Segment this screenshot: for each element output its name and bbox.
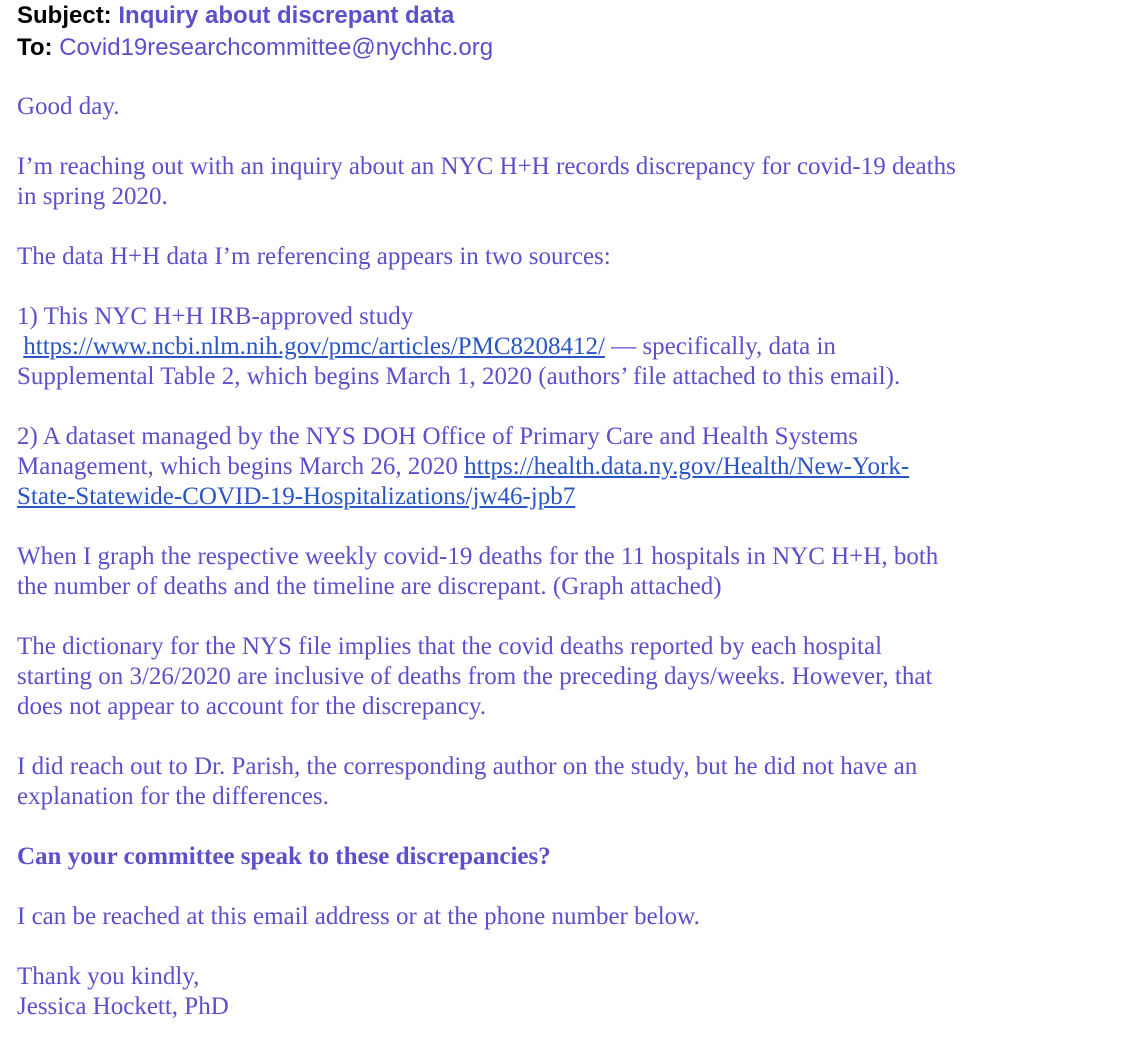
recipient-address: Covid19researchcommittee@nychhc.org (59, 34, 494, 61)
source-2-line-2-text: Management, which begins March 26, 2020 (17, 453, 465, 480)
dictionary-line-1: The dictionary for the NYS file implies that the covid deaths reported by each hospital (17, 633, 883, 660)
greeting-text: Good day. (17, 93, 120, 120)
dataset-link-part-2[interactable]: State-Statewide-COVID-19-Hospitalizations/jw46-jpb7 (17, 483, 576, 510)
question-paragraph (17, 842, 1112, 872)
graph-line-2: the number of deaths and the timeline are discrepant. (Graph attached) (17, 573, 722, 600)
sources-paragraph (17, 242, 1112, 272)
email-message (17, 0, 1112, 1052)
source-1-paragraph (17, 302, 1112, 392)
to-row (17, 32, 1112, 64)
contact-text: I can be reached at this email address or at the phone number below. (17, 903, 700, 930)
dictionary-line-2: starting on 3/26/2020 are inclusive of deaths from the preceding days/weeks. However, that (17, 663, 933, 690)
closing-text: Thank you kindly, (17, 963, 200, 990)
subject-label: Subject: (17, 2, 112, 29)
source-1-line-2 (17, 332, 1112, 362)
signoff-paragraph (17, 962, 1112, 1022)
author-line-1: I did reach out to Dr. Parish, the corresponding author on the study, but he did not have an (17, 753, 918, 780)
author-line-2: explanation for the differences. (17, 783, 329, 810)
source-2-paragraph (17, 422, 1112, 512)
source-1-line-2-rest: — specifically, data in (604, 333, 836, 360)
author-paragraph (17, 752, 1112, 812)
source-1-line-1: 1) This NYC H+H IRB-approved study (17, 303, 414, 330)
intro-line-2: in spring 2020. (17, 183, 168, 210)
to-label: To: (17, 34, 53, 61)
source-1-line-3: Supplemental Table 2, which begins March 1, 2020 (authors’ file attached to this email). (17, 363, 901, 390)
dataset-link-part-1[interactable]: https://health.data.ny.gov/Health/New-York- (464, 453, 910, 480)
subject-row (17, 0, 1112, 32)
sources-text: The data H+H data I’m referencing appears in two sources: (17, 243, 611, 270)
greeting-paragraph (17, 92, 1112, 122)
study-link[interactable]: https://www.ncbi.nlm.nih.gov/pmc/articles/PMC8208412/ (23, 333, 605, 360)
dictionary-paragraph (17, 632, 1112, 722)
graph-line-1: When I graph the respective weekly covid-19 deaths for the 11 hospitals in NYC H+H, both (17, 543, 939, 570)
intro-line-1: I’m reaching out with an inquiry about an NYC H+H records discrepancy for covid-19 deaths (17, 153, 956, 180)
dictionary-line-3: does not appear to account for the discrepancy. (17, 693, 487, 720)
contact-paragraph (17, 902, 1112, 932)
graph-paragraph (17, 542, 1112, 602)
source-2-line-3 (17, 482, 1112, 512)
question-text: Can your committee speak to these discrepancies? (17, 843, 551, 870)
subject-text: Inquiry about discrepant data (118, 2, 455, 29)
source-2-line-1: 2) A dataset managed by the NYS DOH Office of Primary Care and Health Systems (17, 423, 859, 450)
source-2-line-2 (17, 452, 1112, 482)
signature-text: Jessica Hockett, PhD (17, 993, 229, 1020)
intro-paragraph (17, 152, 1112, 212)
email-body (17, 92, 1112, 1022)
